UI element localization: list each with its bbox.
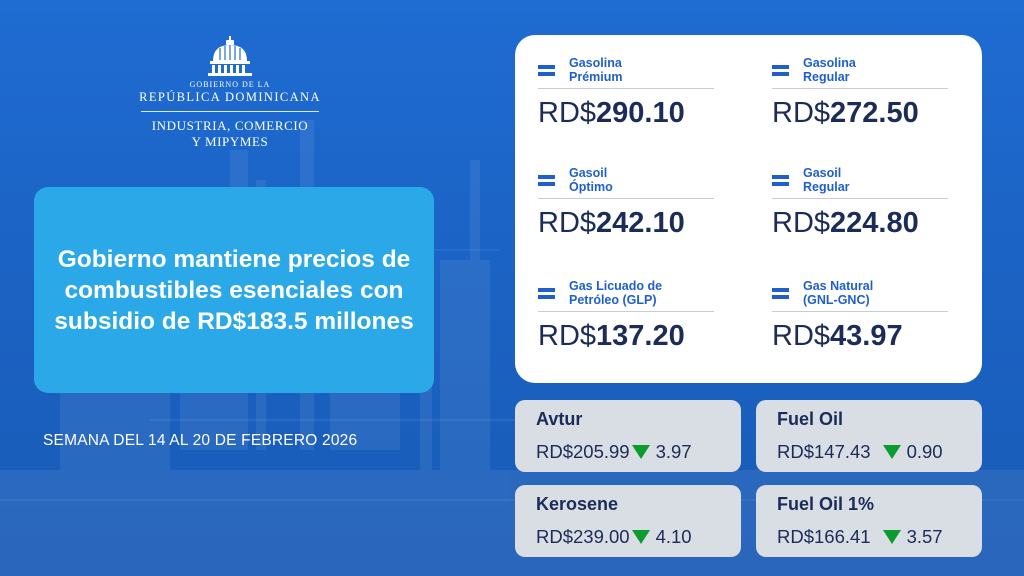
fuel-item-gasolina-premium bbox=[538, 55, 718, 128]
currency-label: RD$ bbox=[538, 97, 597, 129]
down-triangle-icon bbox=[632, 445, 650, 459]
fuel-name-line2: Óptimo bbox=[569, 180, 613, 194]
flag-icon bbox=[538, 62, 555, 79]
headline-box bbox=[34, 187, 434, 393]
down-triangle-icon bbox=[632, 530, 650, 544]
fuel-name-line1: Gasolina bbox=[803, 56, 856, 70]
price-change: 4.10 bbox=[655, 526, 692, 547]
fuel-price bbox=[772, 321, 952, 351]
capitol-dome-icon bbox=[205, 36, 255, 78]
government-line1: GOBIERNO DE LA bbox=[189, 80, 271, 89]
price-change: 0.90 bbox=[906, 441, 943, 462]
fuel-divider bbox=[772, 88, 948, 89]
currency-label: RD$ bbox=[538, 207, 597, 239]
ministry-line2: Y MIPYMES bbox=[191, 134, 269, 149]
headline: Gobierno mantiene precios de combustibles esenciales con subsidio de RD$183.5 millones bbox=[54, 245, 414, 335]
fuel-name-line1: Gasoil bbox=[569, 166, 608, 180]
flag-icon bbox=[538, 172, 555, 189]
fuel-item-glp bbox=[538, 278, 718, 351]
fuel-name: Avtur bbox=[536, 409, 583, 429]
currency-label: RD$ bbox=[538, 320, 597, 352]
fuel-name: Kerosene bbox=[536, 494, 619, 514]
main-fuels-card bbox=[515, 35, 982, 383]
down-triangle-icon bbox=[883, 530, 901, 544]
ministry-line1: INDUSTRIA, COMERCIO bbox=[151, 118, 309, 133]
fuel-name bbox=[569, 279, 662, 307]
fuel-item-gasoil-regular bbox=[772, 165, 952, 238]
fuel-price bbox=[772, 208, 952, 238]
fuel-price: RD$147.43 bbox=[777, 441, 871, 462]
fuel-divider bbox=[772, 311, 948, 312]
fuel-name-line1: Gasolina bbox=[569, 56, 622, 70]
logo-divider bbox=[141, 111, 319, 112]
price-change: 3.97 bbox=[655, 441, 692, 462]
fuel-name-line2: Prémium bbox=[569, 70, 623, 84]
fuel-card-fuel-oil-1pct bbox=[756, 485, 982, 557]
week-range: SEMANA DEL 14 AL 20 DE FEBRERO 2026 bbox=[43, 432, 358, 449]
fuel-price: RD$166.41 bbox=[777, 526, 871, 547]
fuel-price-row bbox=[536, 526, 692, 548]
price-value: 272.50 bbox=[830, 97, 919, 129]
price-value: 290.10 bbox=[596, 97, 685, 129]
fuel-divider bbox=[538, 311, 714, 312]
flag-icon bbox=[772, 62, 789, 79]
fuel-name-line2: Petróleo (GLP) bbox=[569, 293, 657, 307]
fuel-price: RD$205.99 bbox=[536, 441, 630, 462]
fuel-name bbox=[803, 166, 850, 194]
down-triangle-icon bbox=[883, 445, 901, 459]
fuel-name bbox=[803, 56, 856, 84]
fuel-price bbox=[538, 321, 718, 351]
fuel-name: Fuel Oil 1% bbox=[777, 494, 875, 514]
fuel-price-row bbox=[777, 526, 943, 548]
currency-label: RD$ bbox=[772, 97, 831, 129]
fuel-item-gas-natural bbox=[772, 278, 952, 351]
fuel-name-line2: Regular bbox=[803, 180, 850, 194]
fuel-price bbox=[538, 208, 718, 238]
fuel-price bbox=[538, 98, 718, 128]
fuel-divider bbox=[772, 198, 948, 199]
fuel-name bbox=[569, 166, 613, 194]
currency-label: RD$ bbox=[772, 207, 831, 239]
fuel-name-line2: (GNL-GNC) bbox=[803, 293, 870, 307]
flag-icon bbox=[772, 172, 789, 189]
currency-label: RD$ bbox=[772, 320, 831, 352]
fuel-item-gasoil-optimo bbox=[538, 165, 718, 238]
fuel-name-line1: Gasoil bbox=[803, 166, 842, 180]
fuel-card-avtur bbox=[515, 400, 741, 472]
price-value: 43.97 bbox=[830, 320, 903, 352]
price-value: 242.10 bbox=[596, 207, 685, 239]
flag-icon bbox=[772, 285, 789, 302]
fuel-price-row bbox=[777, 441, 943, 463]
government-logo bbox=[130, 36, 330, 150]
fuel-name: Fuel Oil bbox=[777, 409, 844, 429]
fuel-card-kerosene bbox=[515, 485, 741, 557]
fuel-name bbox=[803, 279, 873, 307]
fuel-name-line1: Gas Licuado de bbox=[569, 279, 663, 293]
fuel-item-gasolina-regular bbox=[772, 55, 952, 128]
flag-icon bbox=[538, 285, 555, 302]
fuel-name bbox=[569, 56, 623, 84]
price-change: 3.57 bbox=[906, 526, 943, 547]
fuel-price-row bbox=[536, 441, 692, 463]
fuel-divider bbox=[538, 198, 714, 199]
government-line2: REPÚBLICA DOMINICANA bbox=[139, 90, 321, 104]
fuel-name-line2: Regular bbox=[803, 70, 850, 84]
price-value: 137.20 bbox=[596, 320, 685, 352]
fuel-price: RD$239.00 bbox=[536, 526, 630, 547]
fuel-price bbox=[772, 98, 952, 128]
fuel-divider bbox=[538, 88, 714, 89]
fuel-card-fuel-oil bbox=[756, 400, 982, 472]
fuel-name-line1: Gas Natural bbox=[803, 279, 874, 293]
price-value: 224.80 bbox=[830, 207, 919, 239]
